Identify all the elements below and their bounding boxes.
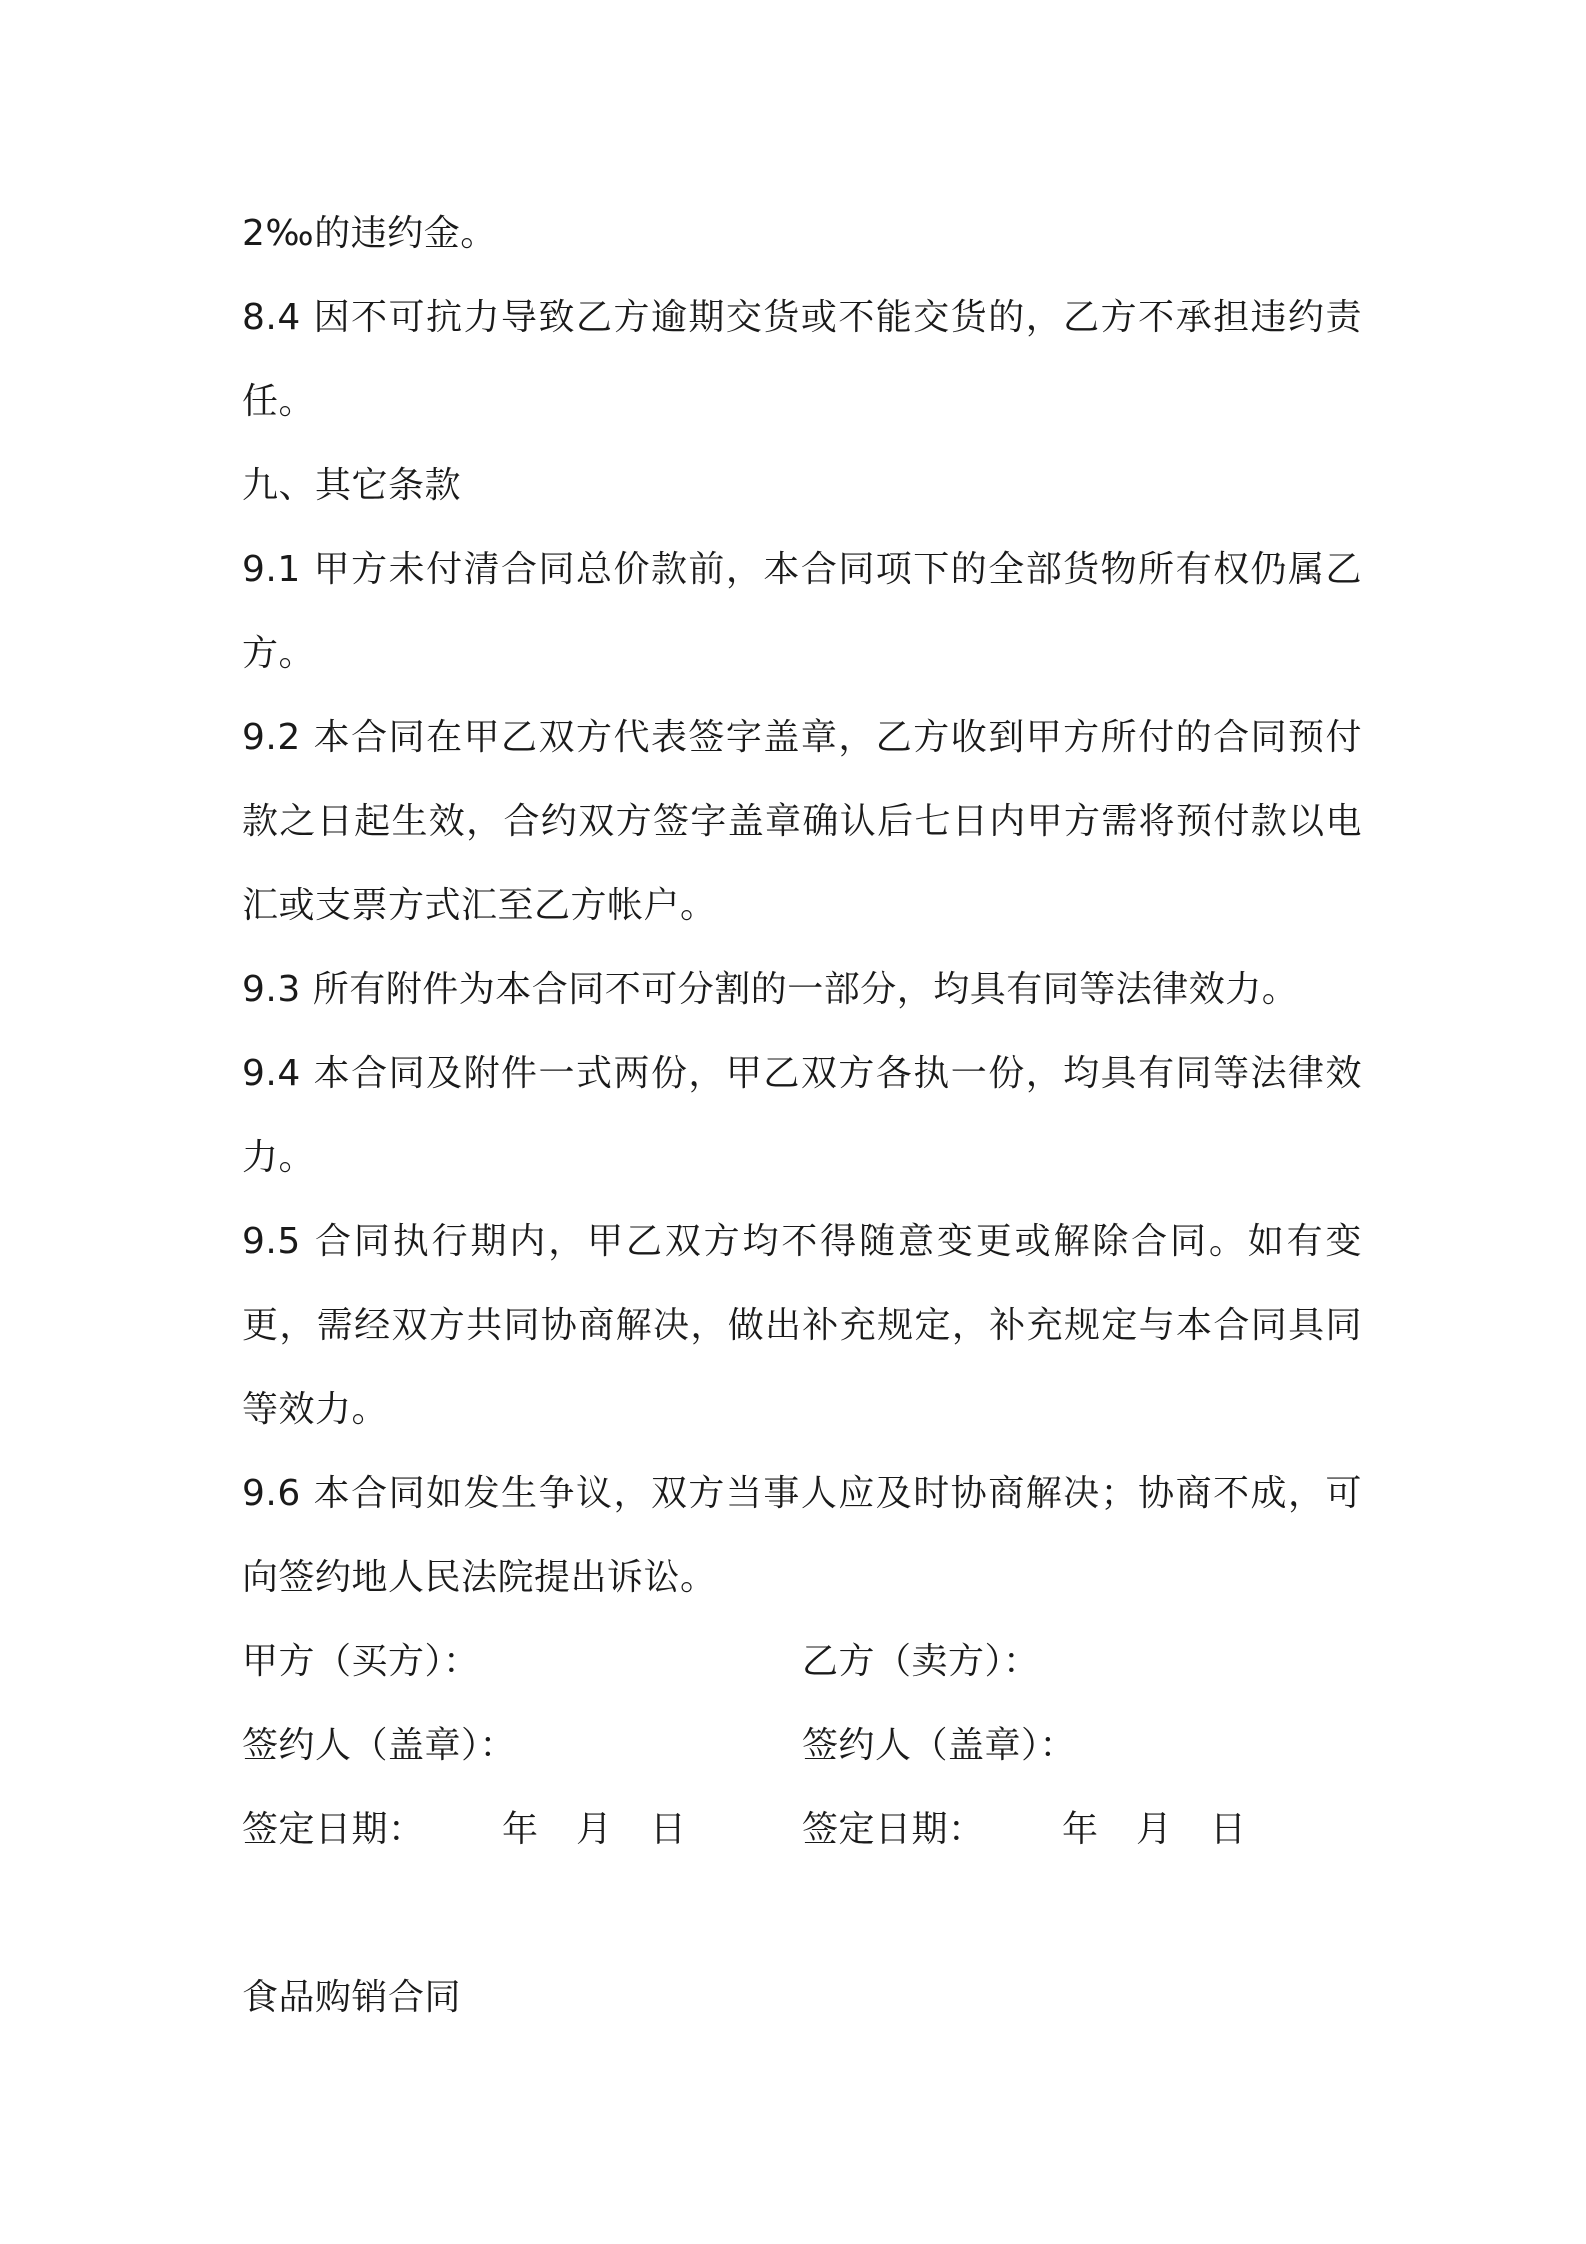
year-label-a: 年 [502,1809,539,1850]
clause-9-5: 9.5 合同执行期内，甲乙双方均不得随意变更或解除合同。如有变更，需经双方共同协商解决，做出补充规定，补充规定与本合同具同等效力。 [242,1221,1362,1430]
signature-block [242,1620,1362,1872]
clause-9-2: 9.2 本合同在甲乙双方代表签字盖章，乙方收到甲方所付的合同预付款之日起生效，合约双方签字盖章确认后七日内甲方需将预付款以电汇或支票方式汇至乙方帐户。 [242,717,1362,926]
paragraph-penalty-rate: 2‰的违约金。 [242,213,497,254]
month-label-b: 月 [1136,1809,1173,1850]
signer-row [242,1704,1362,1788]
date-label-b: 签定日期： [802,1809,985,1850]
date-cell-b [802,1788,1362,1872]
day-label-a: 日 [650,1809,687,1850]
clause-9-4: 9.4 本合同及附件一式两份，甲乙双方各执一份，均具有同等法律效力。 [242,1053,1362,1178]
year-label-b: 年 [1062,1809,1099,1850]
signer-b-label: 签约人（盖章）： [802,1725,1077,1766]
party-b-label: 乙方（卖方）： [802,1641,1040,1682]
date-label-a: 签定日期： [242,1809,425,1850]
section-heading-other-terms: 九、其它条款 [242,465,462,506]
blank-line [242,1872,1362,1956]
clause-9-6: 9.6 本合同如发生争议，双方当事人应及时协商解决；协商不成，可向签约地人民法院提出诉讼。 [242,1473,1362,1598]
signer-a-label: 签约人（盖章）： [242,1725,517,1766]
month-label-a: 月 [576,1809,613,1850]
date-row [242,1788,1362,1872]
clause-8-4: 8.4 因不可抗力导致乙方逾期交货或不能交货的，乙方不承担违约责任。 [242,297,1362,422]
clause-9-3: 9.3 所有附件为本合同不可分割的一部分，均具有同等法律效力。 [242,969,1299,1010]
party-row [242,1620,1362,1704]
party-a-label: 甲方（买方）： [242,1641,480,1682]
document-body [242,192,1362,2040]
next-contract-title: 食品购销合同 [242,1977,462,2018]
day-label-b: 日 [1210,1809,1247,1850]
date-cell-a [242,1788,802,1872]
clause-9-1: 9.1 甲方未付清合同总价款前，本合同项下的全部货物所有权仍属乙方。 [242,549,1362,674]
